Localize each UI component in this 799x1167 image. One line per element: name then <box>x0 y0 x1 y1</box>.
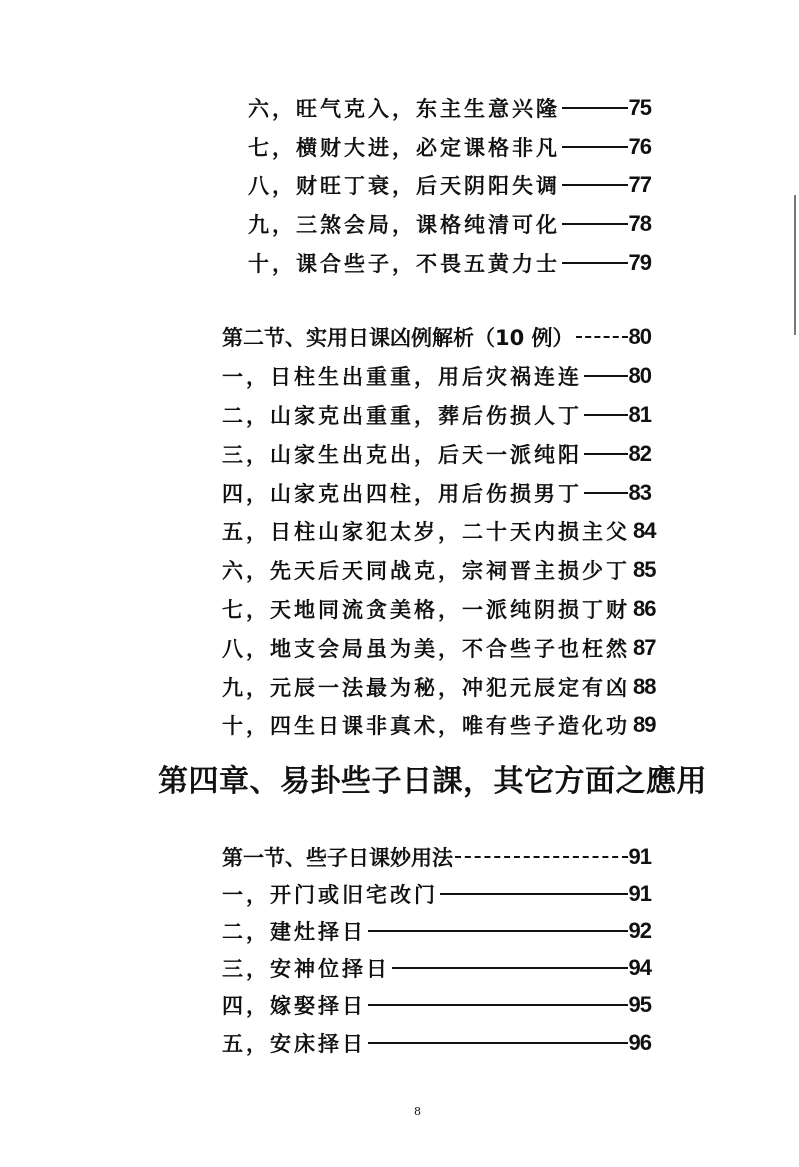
toc-block-chapter4-section1 <box>222 838 651 1061</box>
toc-entry-label: 八，地支会局虽为美，不合些子也枉然 <box>222 636 630 661</box>
toc-entry-label: 四，山家克出四柱，用后伤损男丁 <box>222 481 582 506</box>
toc-entry-label: 七，横财大进，必定课格非凡 <box>248 135 560 160</box>
toc-entry[interactable] <box>222 434 651 473</box>
toc-entry-label: 十，四生日课非真术，唯有些子造化功 <box>222 714 630 739</box>
toc-entry-label: 五，日柱山家犯太岁，二十天内损主父 <box>222 520 630 545</box>
toc-entry-page: 85 <box>633 557 656 583</box>
page-number: 8 <box>414 1105 421 1118</box>
toc-entry-page: 95 <box>628 992 651 1018</box>
toc-entry[interactable] <box>222 706 656 745</box>
toc-entry[interactable] <box>248 89 651 128</box>
toc-entry-label: 一，日柱生出重重，用后灾祸连连 <box>222 365 582 390</box>
toc-entry[interactable] <box>222 551 656 590</box>
section-heading-label: 第二节、实用日课凶例解析（10 例） <box>222 326 574 351</box>
toc-block-section2 <box>222 318 656 745</box>
toc-entry-label: 七，天地同流贪美格，一派纯阴损丁财 <box>222 597 630 622</box>
toc-entry[interactable] <box>222 950 651 987</box>
toc-entry[interactable] <box>222 875 651 912</box>
toc-entry-label: 四，嫁娶择日 <box>222 994 366 1019</box>
toc-entry-page: 81 <box>628 401 651 427</box>
toc-entry[interactable] <box>222 1024 651 1061</box>
toc-entry[interactable] <box>248 205 651 244</box>
leader-line <box>562 262 628 264</box>
toc-entry-page: 80 <box>628 363 651 389</box>
toc-entry-page: 91 <box>628 880 651 906</box>
toc-entry-label: 三，山家生出克出，后天一派纯阳 <box>222 442 582 467</box>
toc-entry-label: 六，旺气克入，东主生意兴隆 <box>248 97 560 122</box>
toc-entry[interactable] <box>248 128 651 167</box>
toc-entry[interactable] <box>222 396 651 435</box>
toc-entry-label: 二，建灶择日 <box>222 919 366 944</box>
leader-line <box>455 856 628 858</box>
toc-entry[interactable] <box>222 590 656 629</box>
leader-line <box>368 1042 628 1044</box>
toc-entry-label: 六，先天后天同战克，宗祠晋主损少丁 <box>222 559 630 584</box>
leader-line <box>562 223 628 225</box>
toc-entry[interactable] <box>222 357 651 396</box>
toc-entry[interactable] <box>222 512 656 551</box>
toc-section-heading[interactable] <box>222 838 651 875</box>
toc-entry-label: 九，三煞会局，课格纯清可化 <box>248 213 560 238</box>
toc-entry-page: 94 <box>628 955 651 981</box>
toc-entry-label: 五，安床择日 <box>222 1031 366 1056</box>
leader-line <box>584 414 628 416</box>
leader-line <box>562 146 628 148</box>
toc-entry-page: 91 <box>628 843 651 869</box>
toc-entry-label: 一，开门或旧宅改门 <box>222 882 438 907</box>
chapter-heading: 第四章、易卦些子日課，其它方面之應用 <box>158 764 707 799</box>
toc-entry[interactable] <box>222 667 656 706</box>
toc-section-heading[interactable] <box>222 318 651 357</box>
leader-line <box>584 375 628 377</box>
leader-line <box>440 893 628 895</box>
scan-edge-shadow <box>794 195 796 335</box>
leader-line <box>584 492 628 494</box>
toc-entry-page: 75 <box>628 95 651 121</box>
toc-entry[interactable] <box>222 628 656 667</box>
leader-line <box>368 1004 628 1006</box>
toc-entry-page: 83 <box>628 479 651 505</box>
leader-line <box>368 930 628 932</box>
toc-entry-page: 78 <box>628 211 651 237</box>
toc-block-chapter3-section1-tail <box>248 89 651 282</box>
toc-entry[interactable] <box>248 166 651 205</box>
toc-entry-page: 92 <box>628 917 651 943</box>
toc-entry-label: 三，安神位择日 <box>222 957 390 982</box>
toc-entry[interactable] <box>222 473 651 512</box>
toc-entry[interactable] <box>222 987 651 1024</box>
toc-entry-page: 89 <box>633 712 656 738</box>
toc-entry-label: 八，财旺丁衰，后天阴阳失调 <box>248 174 560 199</box>
leader-line <box>562 107 628 109</box>
leader-line <box>392 967 628 969</box>
toc-entry-page: 96 <box>628 1029 651 1055</box>
toc-entry-page: 88 <box>633 673 656 699</box>
toc-entry-page: 76 <box>628 133 651 159</box>
leader-line <box>562 184 628 186</box>
leader-line <box>584 453 628 455</box>
toc-entry-page: 80 <box>628 324 651 350</box>
toc-entry-page: 82 <box>628 440 651 466</box>
toc-entry-page: 86 <box>633 595 656 621</box>
toc-entry[interactable] <box>222 912 651 949</box>
toc-entry-page: 84 <box>633 518 656 544</box>
toc-entry-page: 77 <box>628 172 651 198</box>
toc-entry-page: 87 <box>633 634 656 660</box>
leader-line <box>576 336 628 338</box>
toc-entry-label: 九，元辰一法最为秘，冲犯元辰定有凶 <box>222 675 630 700</box>
toc-entry-label: 十，课合些子，不畏五黄力士 <box>248 251 560 276</box>
section-heading-label: 第一节、些子日课妙用法 <box>222 845 453 870</box>
toc-entry-label: 二，山家克出重重，葬后伤损人丁 <box>222 403 582 428</box>
toc-entry[interactable] <box>248 243 651 282</box>
toc-entry-page: 79 <box>628 249 651 275</box>
